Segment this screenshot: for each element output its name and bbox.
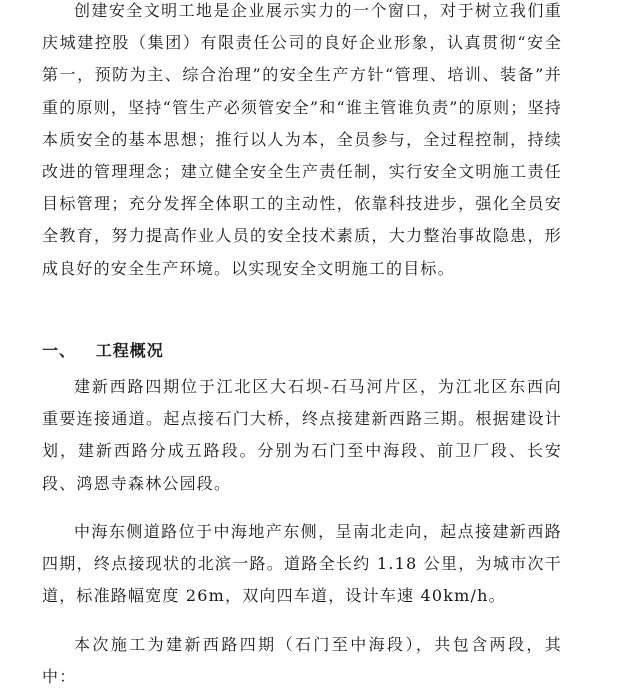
project-location-paragraph: 建新西路四期位于江北区大石坝-石马河片区，为江北区东西向重要连接通道。起点接石门大桥，终点接建新西路三期。根据建设计划，建新西路分成五路段。分别为石门至中海段、前卫厂段、长安段、鸿恩寺森林公园段。 xyxy=(42,377,562,493)
zhonghai-road-paragraph: 中海东侧道路位于中海地产东侧，呈南北走向，起点接建新西路四期，终点接现状的北滨一路。道路全长约 1.18 公里，为城市次干道，标准路幅宽度 26m，双向四车道，设计车速 40km/h。 xyxy=(42,522,562,606)
intro-paragraph: 创建安全文明工地是企业展示实力的一个窗口，对于树立我们重庆城建控股（集团）有限责任公司的良好企业形象，认真贯彻“安全第一，预防为主、综合治理”的安全生产方针“管理、培训、装备”并重的原则，坚持“管生产必须管安全”和“谁主管谁负责”的原则；坚持本质安全的基本思想；推行以人为本，全员参与，全过程控制，持续改进的管理理念；建立健全安全生产责任制，实行安全文明施工责任目标管理；充分发挥全体职工的主动性，依靠科技进步，强化全员安全教育，努力提高作业人员的安全技术素质，大力整治事故隐患，形成良好的安全生产环境。以实现安全文明施工的目标。 xyxy=(42,1,562,278)
section-heading-project-overview: 一、 工程概况 xyxy=(42,341,164,360)
construction-scope-paragraph: 本次施工为建新西路四期（石门至中海段），共包含两段，其中： xyxy=(42,635,562,687)
